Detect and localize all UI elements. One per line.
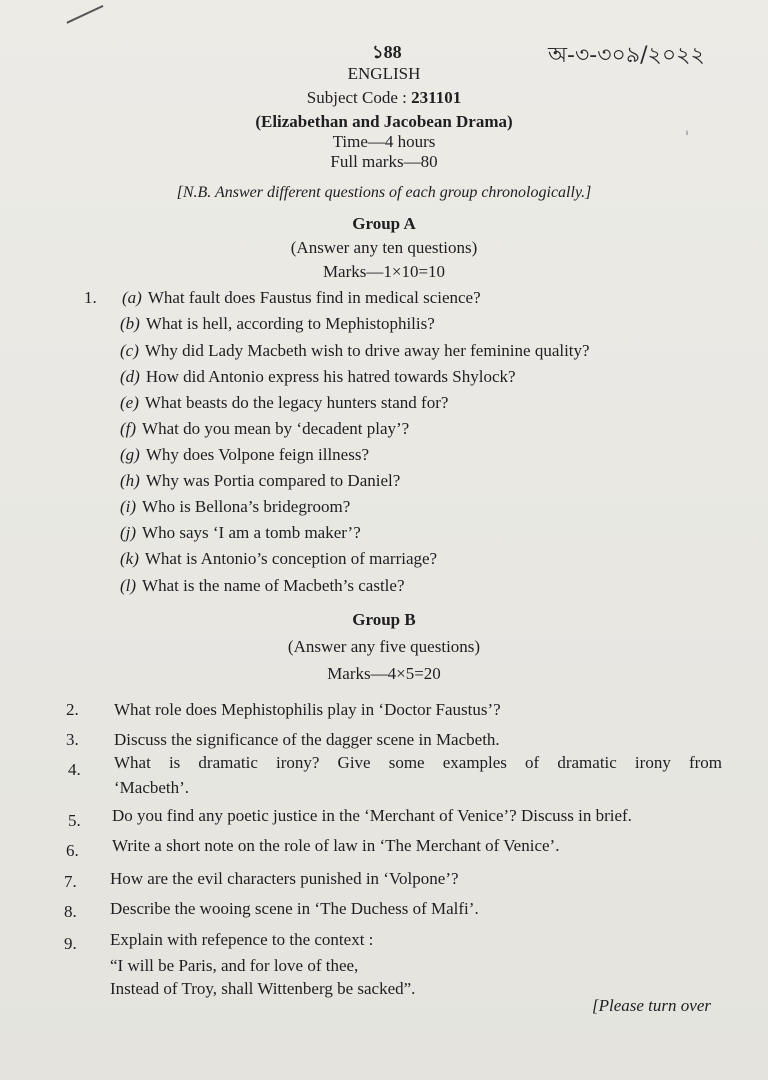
list-item bbox=[120, 367, 516, 387]
item-label: (b) bbox=[120, 314, 140, 333]
paper-title: (Elizabethan and Jacobean Drama) bbox=[255, 112, 513, 131]
instruction-note: [N.B. Answer different questions of each group chronologically.] bbox=[176, 184, 592, 201]
full-marks: Full marks—80 bbox=[330, 152, 438, 171]
item-text: Who is Bellona’s bridegroom? bbox=[142, 497, 351, 516]
item-label: (e) bbox=[120, 393, 139, 412]
turn-over-note: [Please turn over bbox=[592, 996, 711, 1015]
list-item bbox=[120, 523, 361, 543]
question-text: Explain with refepence to the context : bbox=[110, 930, 374, 949]
group-a-instruction: (Answer any ten questions) bbox=[290, 238, 478, 257]
item-label: (j) bbox=[120, 523, 137, 542]
question-number: 4. bbox=[68, 760, 81, 779]
question-number: 1. bbox=[84, 288, 97, 307]
list-item bbox=[120, 497, 350, 517]
question-text: Do you find any poetic justice in the ‘Merchant of Venice’? Discuss in brief. bbox=[112, 806, 632, 825]
time-allowed: Time—4 hours bbox=[332, 132, 436, 151]
group-b-instruction: (Answer any five questions) bbox=[287, 637, 481, 656]
item-label: (f) bbox=[120, 419, 137, 438]
question-number: 6. bbox=[66, 841, 79, 860]
item-text: What fault does Faustus find in medical science? bbox=[147, 288, 481, 307]
question-number: 8. bbox=[64, 902, 77, 921]
item-label: (h) bbox=[120, 471, 140, 490]
question-text: “I will be Paris, and for love of thee, bbox=[110, 956, 359, 975]
question-text: Discuss the significance of the dagger scene in Macbeth. bbox=[114, 730, 500, 749]
item-text: What is hell, according to Mephistophilis? bbox=[145, 314, 435, 333]
question-text: Write a short note on the role of law in ‘The Merchant of Venice’. bbox=[112, 836, 560, 855]
item-label: (l) bbox=[120, 576, 137, 595]
group-b-marks: Marks—4×5=20 bbox=[327, 664, 441, 683]
question-number: 7. bbox=[64, 872, 77, 891]
list-item bbox=[120, 471, 400, 491]
list-item bbox=[120, 314, 435, 334]
item-text: Why was Portia compared to Daniel? bbox=[145, 471, 401, 490]
group-a-marks: Marks—1×10=10 bbox=[322, 262, 446, 281]
question-number: 5. bbox=[68, 811, 81, 830]
reference-code: অ-৩-৩০৯/২০২২ bbox=[548, 43, 705, 68]
question-number: 2. bbox=[66, 700, 79, 719]
question-number: 9. bbox=[64, 934, 77, 953]
item-label: (k) bbox=[120, 549, 139, 568]
question-text: What is dramatic irony? Give some examples of dramatic irony from bbox=[114, 753, 722, 772]
item-text: Who says ‘I am a tomb maker’? bbox=[142, 523, 361, 542]
item-label: (d) bbox=[120, 367, 140, 386]
subject-code: 231101 bbox=[411, 88, 462, 107]
list-item bbox=[120, 576, 405, 596]
item-text: What is the name of Macbeth’s castle? bbox=[142, 576, 405, 595]
item-text: What is Antonio’s conception of marriage? bbox=[144, 549, 438, 568]
item-label: (i) bbox=[120, 497, 137, 516]
list-item bbox=[120, 393, 448, 413]
group-a-title: Group A bbox=[352, 214, 416, 233]
list-item bbox=[122, 288, 481, 308]
item-text: Why does Volpone feign illness? bbox=[145, 445, 370, 464]
subject-code-line bbox=[0, 88, 768, 108]
question-text: Describe the wooing scene in ‘The Duchess of Malfi’. bbox=[110, 899, 479, 918]
list-item bbox=[120, 419, 409, 439]
stray-mark: ⁱ bbox=[686, 130, 689, 141]
question-number: 3. bbox=[66, 730, 79, 749]
question-text: How are the evil characters punished in ‘Volpone’? bbox=[110, 869, 459, 888]
item-text: Why did Lady Macbeth wish to drive away her feminine quality? bbox=[144, 341, 590, 360]
list-item bbox=[120, 445, 369, 465]
subject-title: ENGLISH bbox=[347, 64, 421, 83]
list-item bbox=[120, 549, 437, 569]
item-text: What do you mean by ‘decadent play’? bbox=[142, 419, 410, 438]
group-b-title: Group B bbox=[352, 610, 416, 629]
list-item bbox=[120, 341, 590, 361]
page-number: ১88 bbox=[372, 42, 402, 62]
question-text: What role does Mephistophilis play in ‘Doctor Faustus’? bbox=[114, 700, 501, 719]
item-text: How did Antonio express his hatred towards Shylock? bbox=[145, 367, 516, 386]
pencil-mark bbox=[60, 0, 103, 24]
item-label: (a) bbox=[122, 288, 142, 307]
subject-code-label: Subject Code : bbox=[306, 88, 407, 107]
question-text: ‘Macbeth’. bbox=[114, 778, 190, 797]
item-text: What beasts do the legacy hunters stand for? bbox=[144, 393, 449, 412]
item-label: (c) bbox=[120, 341, 139, 360]
item-label: (g) bbox=[120, 445, 140, 464]
question-text: Instead of Troy, shall Wittenberg be sacked”. bbox=[110, 979, 416, 998]
